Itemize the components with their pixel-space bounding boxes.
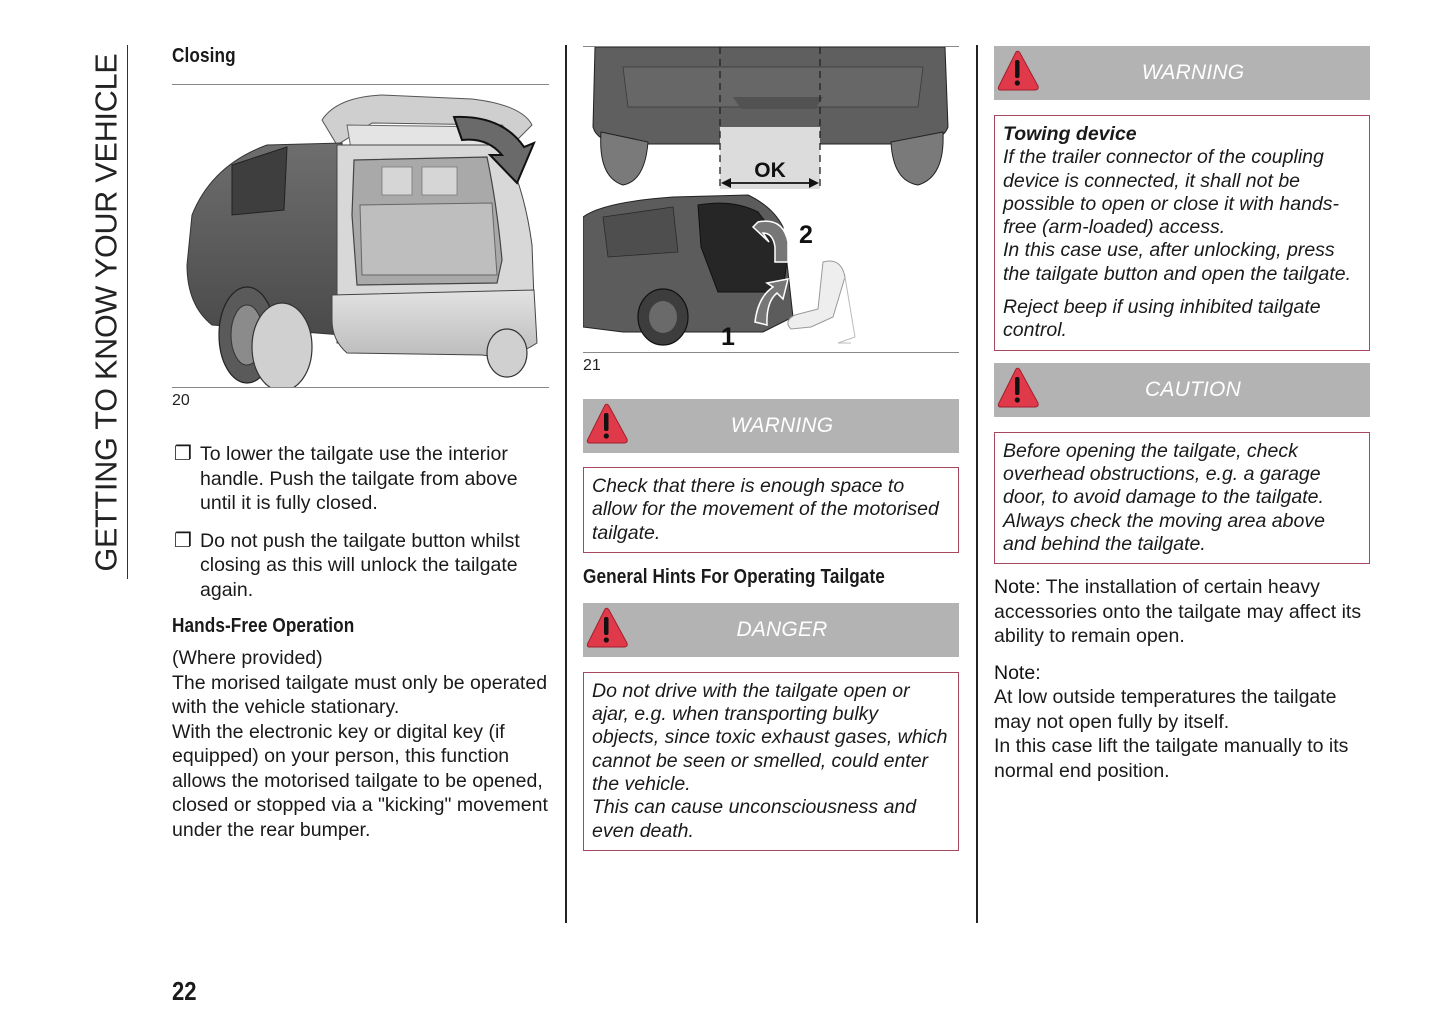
danger-label: DANGER bbox=[736, 617, 828, 641]
ok-zone-label: OK bbox=[754, 159, 786, 182]
caution-label: CAUTION bbox=[1145, 377, 1241, 401]
general-hints-heading: General Hints For Operating Tailgate bbox=[583, 565, 885, 588]
warning-header bbox=[994, 46, 1370, 100]
figure-number-21: 21 bbox=[583, 357, 601, 374]
chapter-sidebar-title bbox=[88, 45, 128, 579]
page-number: 22 bbox=[172, 976, 197, 1006]
closing-heading: Closing bbox=[172, 45, 236, 67]
note-low-temperature: Note: At low outside temperatures the tailgate may not open fully by itself. In this case lift the tailgate manually to its normal end position. bbox=[994, 661, 1370, 784]
column-3 bbox=[994, 46, 1370, 783]
chapter-title-text: GETTING TO KNOW YOUR VEHICLE bbox=[90, 52, 125, 572]
callout-1: 1 bbox=[721, 323, 735, 351]
hands-free-heading: Hands-Free Operation bbox=[172, 615, 355, 637]
warning-message-box: Check that there is enough space to allow for the movement of the motorised tailgate. bbox=[583, 467, 959, 553]
kick-sensor-illustration bbox=[583, 47, 959, 352]
warning-label: WARNING bbox=[1141, 61, 1245, 84]
column-1 bbox=[172, 40, 549, 842]
checkbox-bullet-icon: ❐ bbox=[174, 443, 192, 465]
figure-20-tailgate-closing bbox=[172, 85, 549, 387]
column-divider-1 bbox=[565, 45, 567, 923]
caution-header bbox=[994, 363, 1370, 417]
column-2 bbox=[583, 46, 959, 851]
caution-triangle-icon bbox=[996, 367, 1040, 409]
figure-bottom-rule bbox=[172, 387, 549, 388]
figure-21-hands-free-kick-area bbox=[583, 47, 959, 352]
callout-2: 2 bbox=[799, 221, 813, 249]
hands-free-body: (Where provided) The morised tailgate must only be operated with the vehicle stationary. With the electronic key or digital key (if equipped) on your person, this function allows the motorised tailgate to be opened, closed or stopped via a "kicking" movement under the rear bumper. bbox=[172, 647, 548, 841]
warning-triangle-icon bbox=[996, 50, 1040, 92]
warning-triangle-icon bbox=[585, 403, 629, 445]
figure-number-20: 20 bbox=[172, 392, 190, 409]
checkbox-bullet-icon: ❐ bbox=[174, 529, 192, 552]
danger-header bbox=[583, 603, 959, 657]
danger-message-box: Do not drive with the tailgate open or ajar, e.g. when transporting bulky objects, since toxic exhaust gases, which cannot be seen or smelled, could enter the vehicle. This can cause unconsciousness and even death. bbox=[583, 672, 959, 851]
towing-warning-box: Towing device If the trailer connector of the coupling device is connected, it shall not be possible to open or close it with hands-free (arm-loaded) access. In this case use, after unlocking, press the tailgate button and open the tailgate. Reject beep if using inhibited tailgate control. bbox=[994, 115, 1370, 351]
suv-tailgate-open-illustration bbox=[172, 85, 549, 387]
warning-label: WARNING bbox=[730, 414, 834, 437]
towing-device-title: Towing device bbox=[1003, 123, 1137, 145]
column-divider-2 bbox=[976, 45, 978, 923]
note-heavy-accessories: Note: The installation of certain heavy accessories onto the tailgate may affect its ability to remain open. bbox=[994, 576, 1362, 648]
figure-bottom-rule bbox=[583, 352, 959, 353]
warning-header bbox=[583, 399, 959, 453]
closing-step-1: ❐ To lower the tailgate use the interior handle. Push the tailgate from above until it is fully closed. bbox=[174, 443, 518, 514]
danger-triangle-icon bbox=[585, 607, 629, 649]
closing-steps-list bbox=[172, 442, 549, 602]
note-label: Note: bbox=[994, 576, 1041, 599]
note-label: Note: bbox=[994, 661, 1041, 684]
closing-step-2: ❐ Do not push the tailgate button whilst closing as this will unlock the tailgate again. bbox=[174, 529, 520, 601]
caution-message-box: Before opening the tailgate, check overhead obstructions, e.g. a garage door, to avoid damage to the tailgate. Always check the moving area above and behind the tailgate. bbox=[994, 432, 1370, 564]
